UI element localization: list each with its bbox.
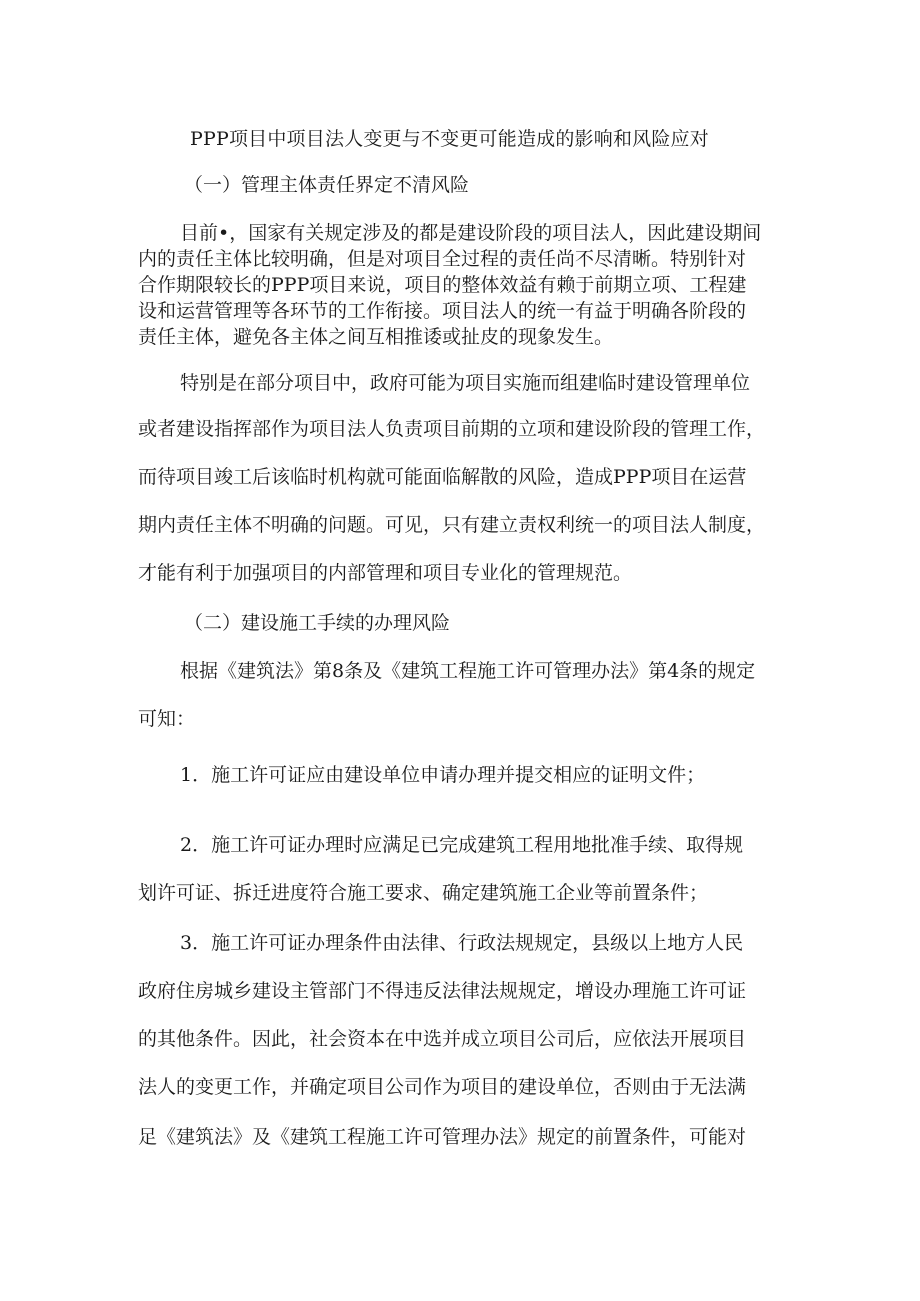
- paragraph-2-line: 而待项目竣工后该临时机构就可能面临解散的风险，造成PPP项目在运营: [138, 466, 747, 488]
- paragraph-2-line: 期内责任主体不明确的问题。可见，只有建立责权利统一的项目法人制度，: [138, 514, 766, 536]
- paragraph-3-line: 可知：: [138, 708, 196, 730]
- list-item-3-line: 政府住房城乡建设主管部门不得违反法律法规规定，增设办理施工许可证: [138, 980, 747, 1002]
- list-item-1: 1．施工许可证应由建设单位申请办理并提交相应的证明文件；: [180, 764, 706, 786]
- list-item-2-line: 2．施工许可证办理时应满足已完成建筑工程用地批准手续、取得规: [180, 834, 744, 856]
- list-item-3-line: 的其他条件。因此，社会资本在中选并成立项目公司后，应依法开展项目: [138, 1028, 747, 1050]
- paragraph-2-line: 才能有利于加强项目的内部管理和项目专业化的管理规范。: [138, 562, 633, 584]
- paragraph-1-line: 内的责任主体比较明确，但是对项目全过程的责任尚不尽清晰。特别针对: [138, 248, 747, 270]
- section-heading-1: （一）管理主体责任界定不清风险: [184, 174, 470, 196]
- paragraph-2-line: 或者建设指挥部作为项目法人负责项目前期的立项和建设阶段的管理工作，: [138, 418, 766, 440]
- paragraph-1-line: 目前•，国家有关规定涉及的都是建设阶段的项目法人，因此建设期间: [180, 222, 762, 244]
- document-title: PPP项目中项目法人变更与不变更可能造成的影响和风险应对: [190, 128, 709, 150]
- section-heading-2: （二）建设施工手续的办理风险: [184, 612, 451, 634]
- paragraph-1-line: 责任主体，避免各主体之间互相推诿或扯皮的现象发生。: [138, 326, 614, 348]
- list-item-3-line: 3．施工许可证办理条件由法律、行政法规规定，县级以上地方人民: [180, 932, 744, 954]
- paragraph-1-line: 合作期限较长的PPP项目来说，项目的整体效益有赖于前期立项、工程建: [138, 274, 747, 296]
- list-item-3-line: 法人的变更工作，并确定项目公司作为项目的建设单位，否则由于无法满: [138, 1076, 747, 1098]
- paragraph-3-line: 根据《建筑法》第8条及《建筑工程施工许可管理办法》第4条的规定: [180, 660, 756, 682]
- paragraph-1-line: 设和运营管理等各环节的工作衔接。项目法人的统一有益于明确各阶段的: [138, 300, 747, 322]
- paragraph-2-line: 特别是在部分项目中，政府可能为项目实施而组建临时建设管理单位: [180, 372, 751, 394]
- list-item-2-line: 划许可证、拆迁进度符合施工要求、确定建筑施工企业等前置条件；: [138, 882, 709, 904]
- list-item-3-line: 足《建筑法》及《建筑工程施工许可管理办法》规定的前置条件，可能对: [138, 1126, 747, 1148]
